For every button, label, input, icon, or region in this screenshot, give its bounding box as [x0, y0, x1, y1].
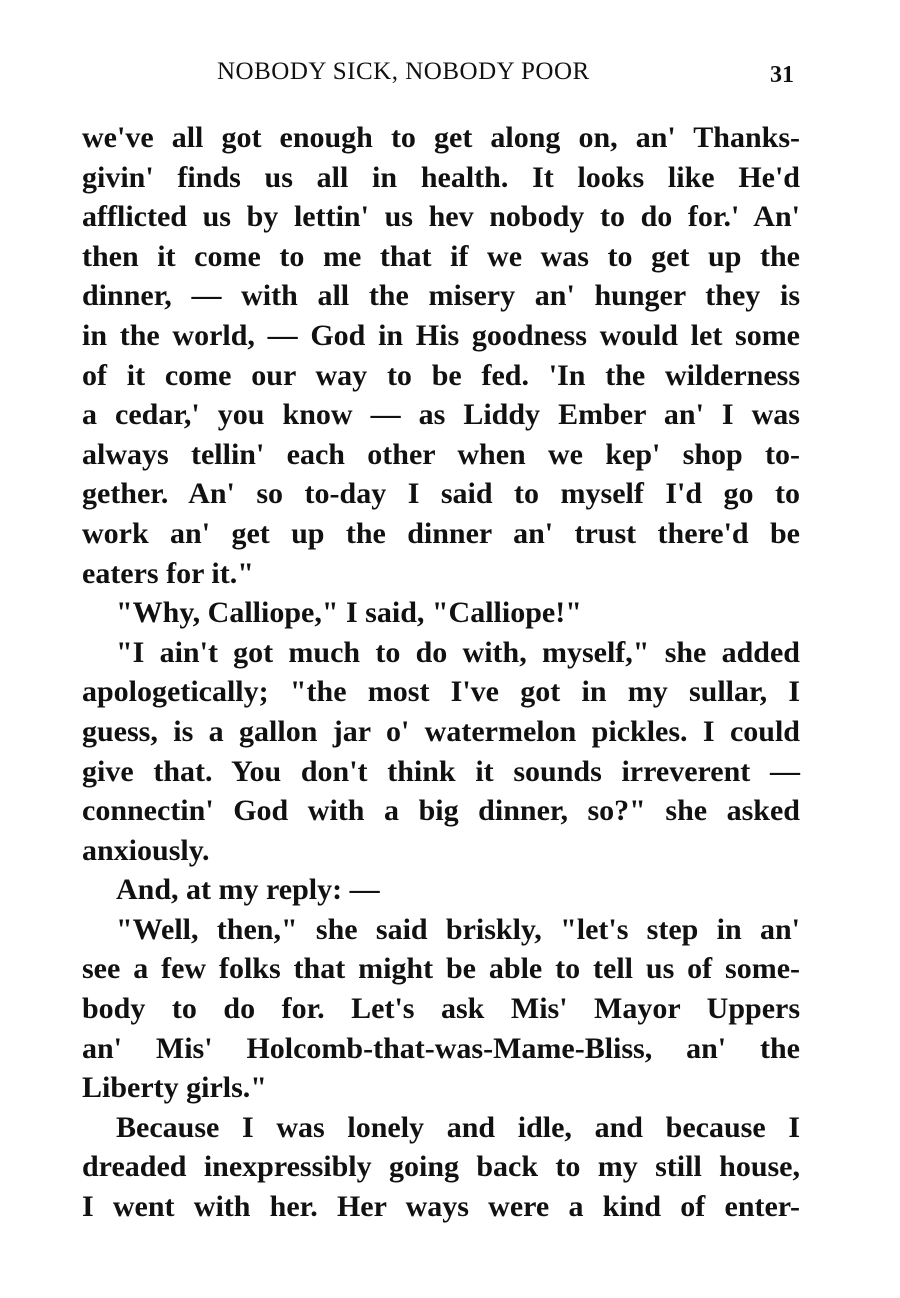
text-line: connectin' God with a big dinner, so?" she asked [82, 794, 800, 828]
body-text [82, 118, 800, 1227]
text-line: apologetically; "the most I've got in my sullar, I [82, 675, 800, 709]
text-line: eaters for it." [82, 556, 254, 590]
text-line: And, at my reply: — [116, 873, 380, 907]
text-line: guess, is a gallon jar o' watermelon pickles. I could [82, 714, 800, 748]
page-number: 31 [770, 62, 794, 88]
running-head [82, 58, 802, 98]
text-line: Because I was lonely and idle, and because I [116, 1110, 800, 1144]
running-title: NOBODY SICK, NOBODY POOR [217, 58, 590, 85]
text-line: see a few folks that might be able to tell us of some- [82, 952, 800, 986]
text-line: body to do for. Let's ask Mis' Mayor Uppers [82, 992, 800, 1026]
text-line: in the world, — God in His goodness would let some [82, 318, 800, 352]
text-line: an' Mis' Holcomb-that-was-Mame-Bliss, an' the [82, 1031, 800, 1065]
text-line: we've all got enough to get along on, an' Thanks- [82, 121, 800, 154]
text-line: givin' finds us all in health. It looks like He'd [82, 160, 800, 194]
text-line: dreaded inexpressibly going back to my still house, [82, 1150, 800, 1184]
text-line: afflicted us by lettin' us hev nobody to do for.' An' [82, 200, 800, 234]
text-line: a cedar,' you know — as Liddy Ember an' I was [82, 398, 800, 432]
text-line: of it come our way to be fed. 'In the wilderness [82, 358, 800, 392]
text-line: "I ain't got much to do with, myself," she added [116, 635, 800, 669]
text-line: dinner, — with all the misery an' hunger they is [82, 279, 800, 313]
text-line: "Why, Calliope," I said, "Calliope!" [116, 596, 582, 630]
text-line: anxiously. [82, 833, 210, 867]
text-line: then it come to me that if we was to get up the [82, 239, 800, 273]
text-line: work an' get up the dinner an' trust there'd be [82, 516, 800, 550]
text-line: "Well, then," she said briskly, "let's step in an' [116, 912, 800, 946]
text-line: Liberty girls." [82, 1071, 267, 1105]
text-line: gether. An' so to-day I said to myself I'd go to [82, 477, 800, 511]
text-line: I went with her. Her ways were a kind of enter- [82, 1190, 800, 1224]
text-line: give that. You don't think it sounds irreverent — [82, 754, 800, 788]
text-line: always tellin' each other when we kep' shop to- [82, 437, 800, 471]
